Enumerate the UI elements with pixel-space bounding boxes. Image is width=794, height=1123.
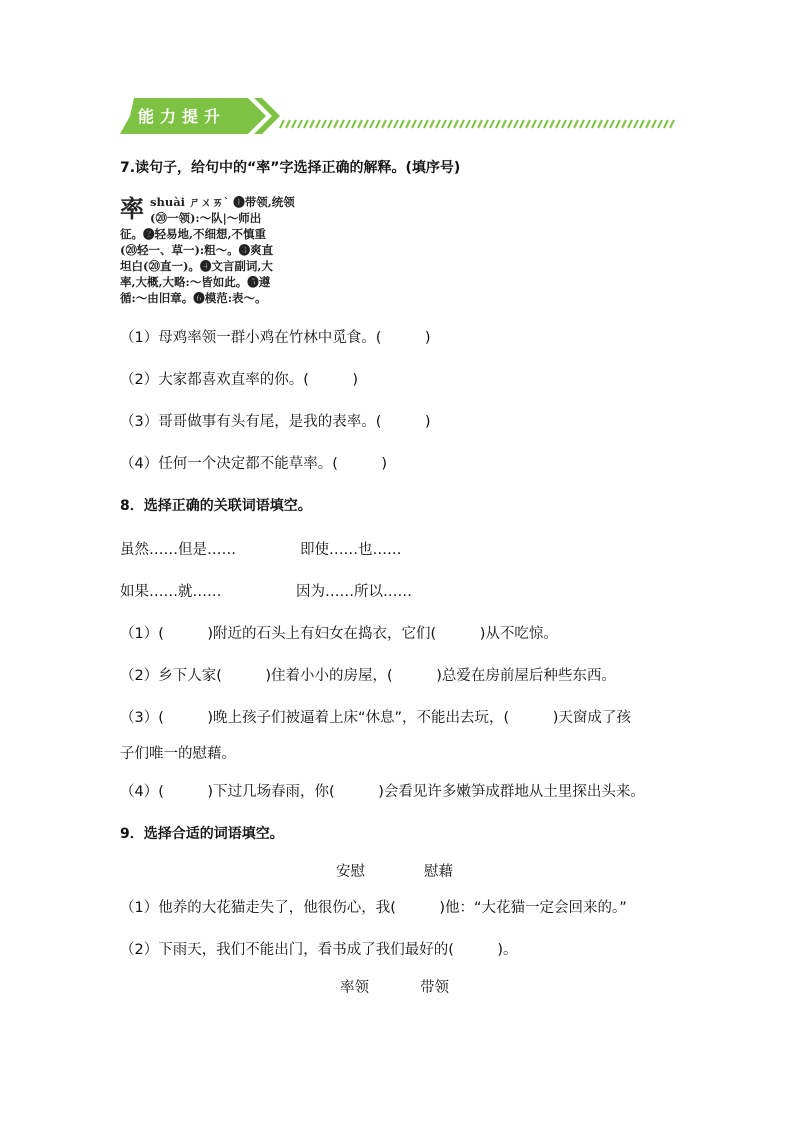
dict-line-6: 率,大概,大略:～皆如此。❺遵 xyxy=(120,275,271,289)
q8-option-2: 即使……也…… xyxy=(300,542,402,558)
q9-option-4: 带领 xyxy=(420,980,449,996)
q7-item-2: （2）大家都喜欢直率的你。( ) xyxy=(120,372,359,388)
q7-title: 7.读句子，给句中的“率”字选择正确的解释。(填序号) xyxy=(120,160,461,176)
q8-item-3: （3）( )晚上孩子们被逼着上床“休息”，不能出去玩，( )天窗成了孩 xyxy=(120,710,631,726)
q8-option-3: 如果……就…… xyxy=(120,584,222,600)
dict-line-5: 坦白(⑳直一)。❹文言副词,大 xyxy=(120,259,273,273)
q9-option-3: 率领 xyxy=(340,980,369,996)
q7-item-4: （4）任何一个决定都不能草率。( ) xyxy=(120,456,388,472)
q8-item-2: （2）乡下人家( )住着小小的房屋，( )总爱在房前屋后种些东西。 xyxy=(120,668,616,684)
dictionary-entry xyxy=(120,194,302,306)
q7-item-1: （1）母鸡率领一群小鸡在竹林中觅食。( ) xyxy=(120,330,431,346)
q8-item-3-cont: 子们唯一的慰藉。 xyxy=(120,746,236,762)
dict-char: 率 xyxy=(120,194,144,223)
q9-item-2: （2）下雨天，我们不能出门，看书成了我们最好的( )。 xyxy=(120,942,518,958)
q9-option-1: 安慰 xyxy=(336,864,365,880)
dict-line-1: shuài ㄕㄨㄞˋ ❶带领,统领 xyxy=(150,195,295,209)
q7-item-3: （3）哥哥做事有头有尾，是我的表率。( ) xyxy=(120,414,431,430)
banner-title: 能力提升 xyxy=(138,107,227,126)
dict-line-7: 循:～由旧章。❻模范:表～。 xyxy=(120,291,267,305)
q8-option-1: 虽然……但是…… xyxy=(120,542,236,558)
q8-title: 8．选择正确的关联词语填空。 xyxy=(120,498,312,514)
q8-item-4: （4）( )下过几场春雨，你( )会看见许多嫩笋成群地从土里探出头来。 xyxy=(120,784,645,800)
q9-title: 9．选择合适的词语填空。 xyxy=(120,826,284,842)
q9-option-2: 慰藉 xyxy=(424,864,453,880)
dict-line-2: (⑳一领):～队|～师出 xyxy=(150,211,262,225)
q8-option-4: 因为……所以…… xyxy=(296,584,412,600)
dict-line-3: 征。❷轻易地,不细想,不慎重 xyxy=(120,227,267,241)
dict-line-4: (⑳轻一、草一):粗～。❸爽直 xyxy=(120,243,274,257)
q8-item-1: （1）( )附近的石头上有妇女在捣衣，它们( )从不吃惊。 xyxy=(120,626,558,642)
q9-item-1: （1）他养的大花猫走失了，他很伤心，我( )他：“大花猫一定会回来的。” xyxy=(120,900,627,916)
